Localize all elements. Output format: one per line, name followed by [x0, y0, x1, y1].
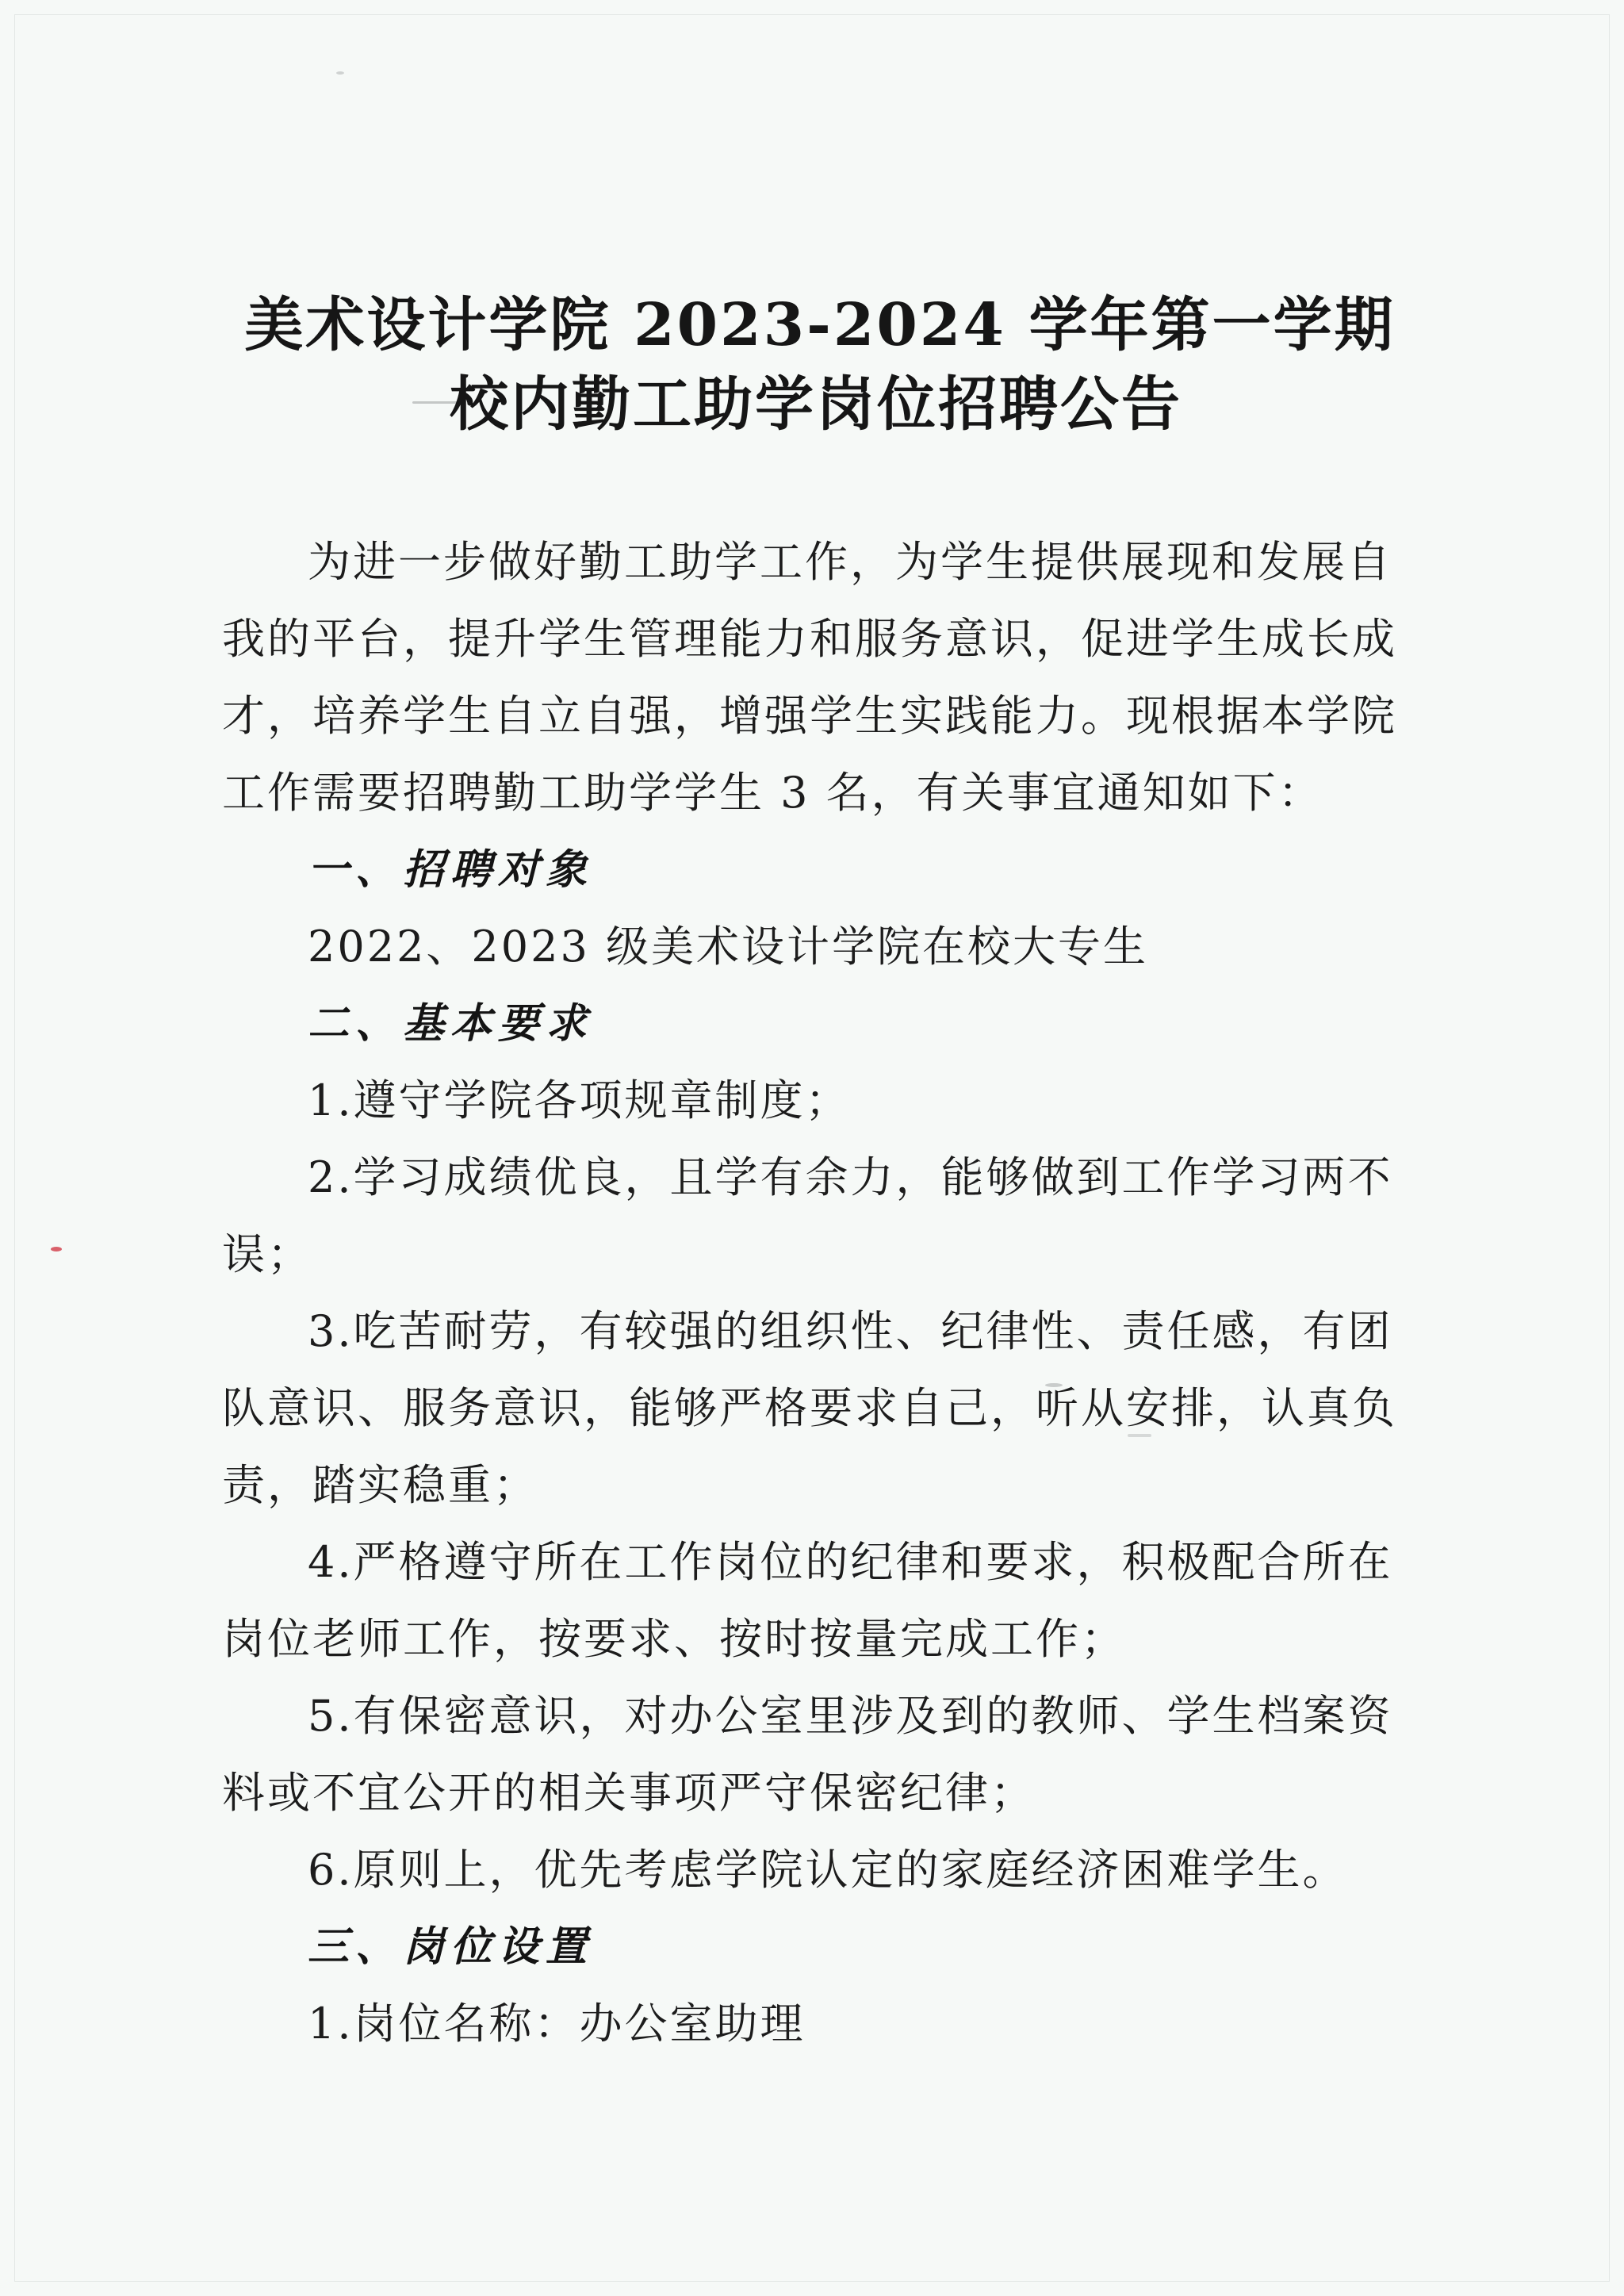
section-heading-position-setup: 三、岗位设置 [308, 1922, 594, 1971]
requirement-item: 3.吃苦耐劳，有较强的组织性、纪律性、责任感，有团队意识、服务意识，能够严格要求自己，听从安排，认真负责，踏实稳重； [222, 1306, 1397, 1510]
requirement-item: 2.学习成绩优良，且学有余力，能够做到工作学习两不误； [222, 1152, 1393, 1279]
requirement-item: 4.严格遵守所在工作岗位的纪律和要求，积极配合所在岗位老师工作，按要求、按时按量完成工作； [222, 1537, 1393, 1664]
title-line-2: 校内勤工助学岗位招聘公告 [450, 370, 1182, 439]
title-line-1: 美术设计学院 2023-2024 学年第一学期 [244, 291, 1396, 359]
scan-speck [51, 1247, 62, 1251]
section-heading-recruitment-target: 一、招聘对象 [308, 845, 594, 894]
requirement-item: 1.遵守学院各项规章制度； [308, 1075, 851, 1125]
document-body [222, 523, 1427, 2062]
position-item: 1.岗位名称：办公室助理 [308, 1999, 806, 2049]
section-heading-basic-requirements: 二、基本要求 [308, 999, 594, 1048]
requirement-item: 5.有保密意识，对办公室里涉及到的教师、学生档案资料或不宜公开的相关事项严守保密纪律； [222, 1691, 1393, 1818]
scan-speck [336, 71, 344, 75]
document-title [0, 286, 1624, 444]
requirement-item: 6.原则上，优先考虑学院认定的家庭经济困难学生。 [308, 1845, 1348, 1895]
intro-paragraph: 为进一步做好勤工助学工作，为学生提供展现和发展自我的平台，提升学生管理能力和服务意识，促进学生成长成才，培养学生自立自强，增强学生实践能力。现根据本学院工作需要招聘勤工助学学生 3 名，有关事宜通知如下： [222, 537, 1397, 818]
recruitment-target-text: 2022、2023 级美术设计学院在校大专生 [308, 922, 1149, 972]
